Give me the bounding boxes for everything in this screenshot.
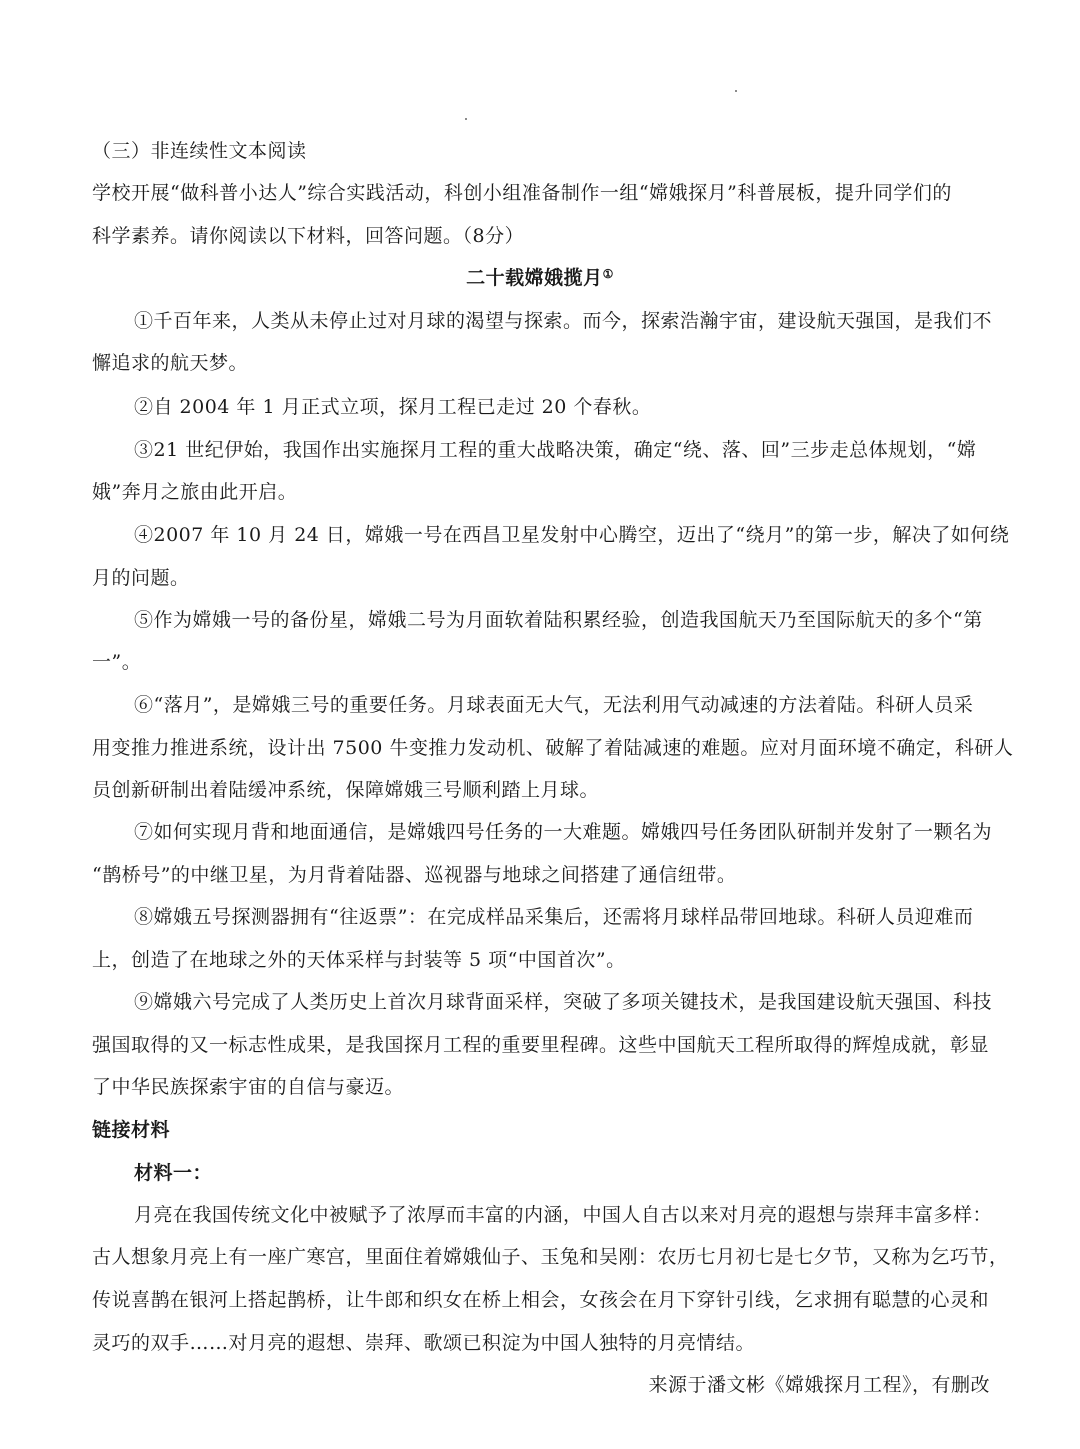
intro-line: 科学素养。请你阅读以下材料，回答问题。（8分） [92, 225, 525, 247]
paragraph-line: 懈追求的航天梦。 [92, 352, 249, 374]
paragraph-line: 用变推力推进系统，设计出 7500 牛变推力发动机、破解了着陆减速的难题。应对月面环境不确定，科研人 [92, 737, 1014, 759]
paragraph-line: ⑦如何实现月背和地面通信，是嫦娥四号任务的一大难题。嫦娥四号任务团队研制并发射了一颗名为 [134, 821, 993, 843]
paragraph-line: 娥”奔月之旅由此开启。 [92, 481, 298, 503]
links-heading: 链接材料 [92, 1119, 171, 1141]
intro-line: 学校开展“做科普小达人”综合实践活动，科创小组准备制作一组“嫦娥探月”科普展板，提升同学们的 [92, 182, 952, 204]
paragraph-line: 员创新研制出着陆缓冲系统，保障嫦娥三号顺利踏上月球。 [92, 779, 600, 801]
scan-speck [465, 118, 467, 120]
material-line: 古人想象月亮上有一座广寒宫，里面住着嫦娥仙子、玉兔和吴刚：农历七月初七是七夕节，又称为乞巧节， [92, 1246, 1009, 1268]
paragraph-line: ③21 世纪伊始，我国作出实施探月工程的重大战略决策，确定“绕、落、回”三步走总体规划，“嫦 [134, 439, 977, 461]
material-line: 月亮在我国传统文化中被赋予了浓厚而丰富的内涵，中国人自古以来对月亮的遐想与崇拜丰富多样： [134, 1204, 993, 1226]
paragraph-line: 上，创造了在地球之外的天体采样与封装等 5 项“中国首次”。 [92, 949, 626, 971]
paragraph-line: “鹊桥号”的中继卫星，为月背着陆器、巡视器与地球之间搭建了通信纽带。 [92, 864, 737, 886]
paragraph-line: ①千百年来，人类从未停止过对月球的渴望与探索。而今，探索浩瀚宇宙，建设航天强国，是我们不 [134, 310, 993, 332]
paragraph-line: ⑨嫦娥六号完成了人类历史上首次月球背面采样，突破了多项关键技术，是我国建设航天强国、科技 [134, 991, 993, 1013]
paragraph-line: ⑤作为嫦娥一号的备份星，嫦娥二号为月面软着陆积累经验，创造我国航天乃至国际航天的多个“第 [134, 609, 983, 631]
article-title-text: 二十载嫦娥揽月 [466, 267, 603, 289]
paragraph-line: ②自 2004 年 1 月正式立项，探月工程已走过 20 个春秋。 [134, 396, 652, 418]
paragraph-line: 强国取得的又一标志性成果，是我国探月工程的重要里程碑。这些中国航天工程所取得的辉煌成就，彰显 [92, 1034, 990, 1056]
paragraph-line: 月的问题。 [92, 567, 190, 589]
paragraph-line: ⑥“落月”，是嫦娥三号的重要任务。月球表面无大气，无法利用气动减速的方法着陆。科研人员采 [134, 694, 974, 716]
paragraph-line: ④2007 年 10 月 24 日，嫦娥一号在西昌卫星发射中心腾空，迈出了“绕月”的第一步，解决了如何绕 [134, 524, 1010, 546]
paragraph-line: 一”。 [92, 651, 142, 673]
source-citation: 来源于潘文彬《嫦娥探月工程》，有删改 [648, 1374, 990, 1396]
material-title: 材料一： [134, 1162, 213, 1184]
material-line: 传说喜鹊在银河上搭起鹊桥，让牛郎和织女在桥上相会，女孩会在月下穿针引线，乞求拥有聪慧的心灵和 [92, 1289, 990, 1311]
paragraph-line: ⑧嫦娥五号探测器拥有“往返票”：在完成样品采集后，还需将月球样品带回地球。科研人员迎难而 [134, 906, 974, 928]
article-title [0, 264, 1080, 292]
scan-speck [735, 90, 737, 92]
material-line: 灵巧的双手……对月亮的遐想、崇拜、歌颂已积淀为中国人独特的月亮情结。 [92, 1332, 756, 1354]
paragraph-line: 了中华民族探索宇宙的自信与豪迈。 [92, 1076, 405, 1098]
article-title-footnote: ① [602, 267, 614, 281]
section-heading: （三）非连续性文本阅读 [92, 140, 307, 162]
